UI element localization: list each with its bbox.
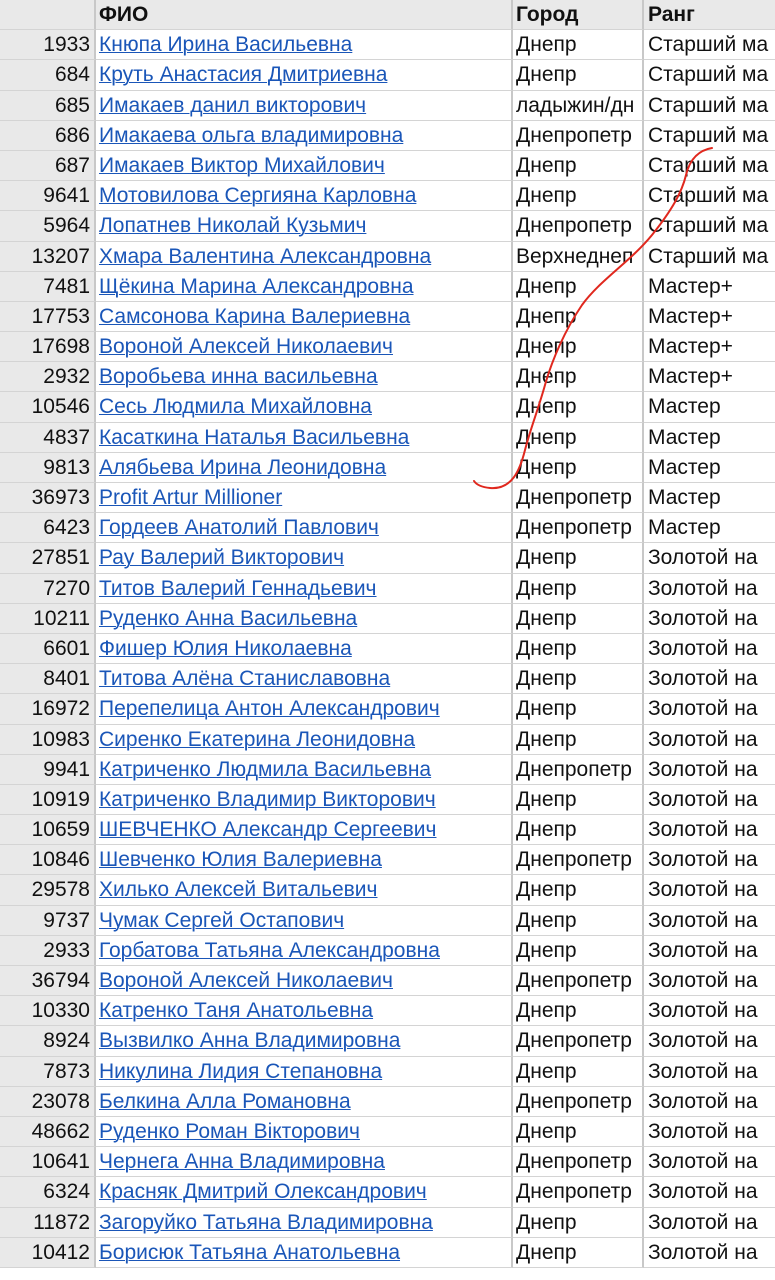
city-cell[interactable]: Днепр: [513, 815, 644, 845]
rank-cell[interactable]: Золотой на: [644, 875, 775, 905]
name-link[interactable]: Лопатнев Николай Кузьмич: [99, 214, 367, 238]
id-cell[interactable]: 9941: [0, 755, 96, 785]
rank-cell[interactable]: Золотой на: [644, 1177, 775, 1207]
id-cell[interactable]: 10919: [0, 785, 96, 815]
rank-cell[interactable]: Мастер+: [644, 302, 775, 332]
name-cell[interactable]: [96, 875, 513, 905]
rank-cell[interactable]: Старший ма: [644, 211, 775, 241]
rank-cell[interactable]: Золотой на: [644, 785, 775, 815]
rank-cell[interactable]: Золотой на: [644, 996, 775, 1026]
name-cell[interactable]: [96, 1238, 513, 1268]
rank-cell[interactable]: Мастер+: [644, 362, 775, 392]
id-cell[interactable]: 7270: [0, 574, 96, 604]
name-link[interactable]: Никулина Лидия Степановна: [99, 1059, 383, 1083]
name-cell[interactable]: [96, 664, 513, 694]
id-cell[interactable]: 6601: [0, 634, 96, 664]
name-link[interactable]: Имакаев данил викторович: [99, 93, 367, 117]
rank-cell[interactable]: Золотой на: [644, 1057, 775, 1087]
id-cell[interactable]: 36973: [0, 483, 96, 513]
id-cell[interactable]: 23078: [0, 1087, 96, 1117]
name-cell[interactable]: [96, 604, 513, 634]
table-row: [0, 453, 775, 483]
header-city-cell[interactable]: Город: [513, 0, 644, 30]
id-cell[interactable]: 686: [0, 121, 96, 151]
city-cell[interactable]: Днепропетр: [513, 845, 644, 875]
table-row: [0, 1057, 775, 1087]
city-cell[interactable]: Днепр: [513, 1117, 644, 1147]
rank-cell[interactable]: Золотой на: [644, 755, 775, 785]
table-row: [0, 332, 775, 362]
rank-cell[interactable]: Золотой на: [644, 634, 775, 664]
city-cell[interactable]: Днепр: [513, 272, 644, 302]
name-link[interactable]: Вороной Алексей Николаевич: [99, 969, 393, 992]
table-row: [0, 875, 775, 905]
name-cell[interactable]: [96, 1147, 513, 1177]
city-cell[interactable]: Днепропетр: [513, 211, 644, 241]
table-row: [0, 574, 775, 604]
name-link[interactable]: Катриченко Людмила Васильевна: [99, 757, 432, 781]
rank-cell[interactable]: Мастер: [644, 483, 775, 513]
table-row: [0, 936, 775, 966]
name-link[interactable]: Щёкина Марина Александровна: [99, 274, 414, 298]
name-link[interactable]: Рау Валерий Викторович: [99, 546, 345, 570]
table-row: [0, 423, 775, 453]
id-cell[interactable]: 687: [0, 151, 96, 181]
name-cell[interactable]: [96, 181, 513, 211]
city-cell[interactable]: Днепр: [513, 181, 644, 211]
rank-cell[interactable]: Мастер: [644, 513, 775, 543]
name-link[interactable]: Руденко Роман Вікторович: [99, 1119, 360, 1143]
name-link[interactable]: Воробьева инна васильевна: [99, 365, 378, 389]
name-cell[interactable]: [96, 423, 513, 453]
name-link[interactable]: Сесь Людмила Михайловна: [99, 395, 372, 419]
name-link[interactable]: Сиренко Екатерина Леонидовна: [99, 727, 416, 751]
table-row: [0, 725, 775, 755]
id-cell[interactable]: 2933: [0, 936, 96, 966]
city-cell[interactable]: Днепропетр: [513, 755, 644, 785]
name-cell[interactable]: [96, 1177, 513, 1207]
header-id-cell[interactable]: [0, 0, 96, 30]
city-cell[interactable]: Днепропетр: [513, 1026, 644, 1056]
name-cell[interactable]: [96, 272, 513, 302]
name-cell[interactable]: [96, 1026, 513, 1056]
id-cell[interactable]: 17698: [0, 332, 96, 362]
rank-cell[interactable]: Мастер+: [644, 332, 775, 362]
name-cell[interactable]: [96, 966, 513, 996]
id-cell[interactable]: 685: [0, 91, 96, 121]
name-link[interactable]: Мотовилова Сергияна Карловна: [99, 184, 417, 208]
id-cell[interactable]: 10330: [0, 996, 96, 1026]
city-cell[interactable]: Днепр: [513, 1208, 644, 1238]
rank-cell[interactable]: Старший ма: [644, 91, 775, 121]
name-link[interactable]: Имакаев Виктор Михайлович: [99, 153, 385, 177]
id-cell[interactable]: 7873: [0, 1057, 96, 1087]
name-link[interactable]: Катренко Таня Анатольевна: [99, 999, 374, 1023]
table-row: [0, 1087, 775, 1117]
name-cell[interactable]: [96, 543, 513, 573]
name-cell[interactable]: [96, 725, 513, 755]
id-cell[interactable]: 684: [0, 60, 96, 90]
name-link[interactable]: Кнюпа Ирина Васильевна: [99, 33, 353, 57]
name-link[interactable]: Титова Алёна Станиславовна: [99, 667, 391, 691]
name-link[interactable]: Шевченко Юлия Валериевна: [99, 848, 382, 872]
table-row: [0, 785, 775, 815]
name-cell[interactable]: [96, 1087, 513, 1117]
city-cell[interactable]: Днепр: [513, 30, 644, 60]
rank-cell[interactable]: Мастер+: [644, 272, 775, 302]
table-row: [0, 362, 775, 392]
name-cell[interactable]: [96, 453, 513, 483]
id-cell[interactable]: 9737: [0, 906, 96, 936]
city-cell[interactable]: Днепр: [513, 996, 644, 1026]
name-link[interactable]: Хмара Валентина Александровна: [99, 244, 432, 268]
header-row: [0, 0, 775, 30]
table-row: [0, 604, 775, 634]
id-cell[interactable]: 2932: [0, 362, 96, 392]
name-link[interactable]: Борисюк Татьяна Анатольевна: [99, 1240, 401, 1264]
table-row: [0, 151, 775, 181]
table-row: [0, 60, 775, 90]
name-cell[interactable]: [96, 242, 513, 272]
name-cell[interactable]: [96, 1208, 513, 1238]
rank-cell[interactable]: Мастер: [644, 392, 775, 422]
city-cell[interactable]: Днепропетр: [513, 1087, 644, 1117]
rank-cell[interactable]: Золотой на: [644, 1117, 775, 1147]
table-row: [0, 755, 775, 785]
id-cell[interactable]: 10211: [0, 604, 96, 634]
rank-cell[interactable]: Мастер: [644, 453, 775, 483]
name-link[interactable]: Загоруйко Татьяна Владимировна: [99, 1210, 433, 1234]
name-cell[interactable]: [96, 1057, 513, 1087]
name-link[interactable]: Чумак Сергей Остапович: [99, 908, 345, 932]
rank-cell[interactable]: Золотой на: [644, 966, 775, 996]
rank-cell[interactable]: Золотой на: [644, 604, 775, 634]
name-link[interactable]: Вороной Алексей Николаевич: [99, 335, 393, 359]
city-cell[interactable]: Днепр: [513, 875, 644, 905]
name-cell[interactable]: [96, 392, 513, 422]
name-cell[interactable]: [96, 483, 513, 513]
rank-cell[interactable]: Золотой на: [644, 1147, 775, 1177]
id-cell[interactable]: 16972: [0, 694, 96, 724]
city-cell[interactable]: Днепр: [513, 634, 644, 664]
rank-cell[interactable]: Золотой на: [644, 1238, 775, 1268]
name-link[interactable]: Красняк Дмитрий Олександрович: [99, 1180, 427, 1204]
city-cell[interactable]: Верхнеднеп: [513, 242, 644, 272]
table-row: [0, 302, 775, 332]
rank-cell[interactable]: Золотой на: [644, 936, 775, 966]
name-cell[interactable]: [96, 211, 513, 241]
city-cell[interactable]: Днепр: [513, 725, 644, 755]
rank-cell[interactable]: Старший ма: [644, 151, 775, 181]
table-row: [0, 181, 775, 211]
city-cell[interactable]: Днепр: [513, 302, 644, 332]
name-link[interactable]: Самсонова Карина Валериевна: [99, 304, 411, 328]
id-cell[interactable]: 10412: [0, 1238, 96, 1268]
name-cell[interactable]: [96, 815, 513, 845]
name-link[interactable]: Чернега Анна Владимировна: [99, 1150, 385, 1174]
name-link[interactable]: ШЕВЧЕНКО Александр Сергеевич: [99, 818, 437, 842]
name-link[interactable]: Гордеев Анатолий Павлович: [99, 516, 379, 540]
table-row: [0, 1238, 775, 1268]
name-link[interactable]: Катриченко Владимир Викторович: [99, 787, 436, 811]
name-cell[interactable]: [96, 30, 513, 60]
id-cell[interactable]: 10641: [0, 1147, 96, 1177]
name-link[interactable]: Белкина Алла Романовна: [99, 1089, 351, 1113]
city-cell[interactable]: Днепр: [513, 906, 644, 936]
rank-cell[interactable]: Золотой на: [644, 1026, 775, 1056]
id-cell[interactable]: 13207: [0, 242, 96, 272]
table-row: [0, 815, 775, 845]
table-row: [0, 906, 775, 936]
table-row: [0, 121, 775, 151]
id-cell[interactable]: 1933: [0, 30, 96, 60]
id-cell[interactable]: 9813: [0, 453, 96, 483]
table-row: [0, 996, 775, 1026]
city-cell[interactable]: Днепр: [513, 423, 644, 453]
city-cell[interactable]: Днепропетр: [513, 483, 644, 513]
id-cell[interactable]: 6324: [0, 1177, 96, 1207]
name-cell[interactable]: [96, 60, 513, 90]
rank-cell[interactable]: Старший ма: [644, 242, 775, 272]
city-cell[interactable]: Днепропетр: [513, 966, 644, 996]
name-link[interactable]: Перепелица Антон Александрович: [99, 697, 440, 721]
id-cell[interactable]: 9641: [0, 181, 96, 211]
rank-cell[interactable]: Старший ма: [644, 60, 775, 90]
city-cell[interactable]: Днепропетр: [513, 513, 644, 543]
id-cell[interactable]: 10546: [0, 392, 96, 422]
rank-cell[interactable]: Золотой на: [644, 1208, 775, 1238]
name-link[interactable]: Вызвилко Анна Владимировна: [99, 1029, 401, 1053]
city-cell[interactable]: Днепропетр: [513, 121, 644, 151]
id-cell[interactable]: 7481: [0, 272, 96, 302]
name-link[interactable]: Касаткина Наталья Васильевна: [99, 425, 410, 449]
id-cell[interactable]: 8924: [0, 1026, 96, 1056]
id-cell[interactable]: 10983: [0, 725, 96, 755]
table-row: [0, 30, 775, 60]
name-link[interactable]: Горбатова Татьяна Александровна: [99, 938, 440, 962]
table-row: [0, 664, 775, 694]
city-cell[interactable]: Днепр: [513, 604, 644, 634]
id-cell[interactable]: 27851: [0, 543, 96, 573]
name-cell[interactable]: [96, 513, 513, 543]
table-row: [0, 966, 775, 996]
table-row: [0, 694, 775, 724]
rank-cell[interactable]: Золотой на: [644, 664, 775, 694]
name-cell[interactable]: [96, 996, 513, 1026]
rank-cell[interactable]: Золотой на: [644, 694, 775, 724]
table-row: [0, 392, 775, 422]
name-link[interactable]: Хилько Алексей Витальевич: [99, 878, 378, 902]
name-cell[interactable]: [96, 634, 513, 664]
id-cell[interactable]: 10846: [0, 845, 96, 875]
city-cell[interactable]: Днепропетр: [513, 1177, 644, 1207]
city-cell[interactable]: Днепр: [513, 936, 644, 966]
name-cell[interactable]: [96, 362, 513, 392]
table-row: [0, 634, 775, 664]
table-row: [0, 483, 775, 513]
header-name-cell[interactable]: ФИО: [96, 0, 513, 30]
id-cell[interactable]: 36794: [0, 966, 96, 996]
city-cell[interactable]: Днепр: [513, 664, 644, 694]
name-cell[interactable]: [96, 574, 513, 604]
id-cell[interactable]: 6423: [0, 513, 96, 543]
name-link[interactable]: Profit Artur Millioner: [99, 486, 283, 509]
name-cell[interactable]: [96, 936, 513, 966]
name-cell[interactable]: [96, 1117, 513, 1147]
id-cell[interactable]: 8401: [0, 664, 96, 694]
id-cell[interactable]: 10659: [0, 815, 96, 845]
rank-cell[interactable]: Золотой на: [644, 543, 775, 573]
city-cell[interactable]: Днепр: [513, 1057, 644, 1087]
name-cell[interactable]: [96, 151, 513, 181]
name-link[interactable]: Руденко Анна Васильевна: [99, 606, 358, 630]
rank-cell[interactable]: Мастер: [644, 423, 775, 453]
id-cell[interactable]: 48662: [0, 1117, 96, 1147]
table-row: [0, 1026, 775, 1056]
name-cell[interactable]: [96, 332, 513, 362]
name-link[interactable]: Круть Анастасия Дмитриевна: [99, 63, 388, 87]
rank-cell[interactable]: Золотой на: [644, 906, 775, 936]
name-cell[interactable]: [96, 121, 513, 151]
id-cell[interactable]: 11872: [0, 1208, 96, 1238]
name-link[interactable]: Алябьева Ирина Леонидовна: [99, 455, 387, 479]
table-body: [0, 30, 775, 1268]
city-cell[interactable]: Днепропетр: [513, 1147, 644, 1177]
city-cell[interactable]: Днепр: [513, 1238, 644, 1268]
name-cell[interactable]: [96, 785, 513, 815]
name-cell[interactable]: [96, 845, 513, 875]
table-row: [0, 513, 775, 543]
name-link[interactable]: Имакаева ольга владимировна: [99, 123, 404, 147]
city-cell[interactable]: Днепр: [513, 392, 644, 422]
header-rank-cell[interactable]: Ранг: [644, 0, 775, 30]
city-cell[interactable]: ладыжин/дн: [513, 91, 644, 121]
city-cell[interactable]: Днепр: [513, 362, 644, 392]
city-cell[interactable]: Днепр: [513, 453, 644, 483]
city-cell[interactable]: Днепр: [513, 60, 644, 90]
table-row: [0, 242, 775, 272]
city-cell[interactable]: Днепр: [513, 574, 644, 604]
name-cell[interactable]: [96, 755, 513, 785]
city-cell[interactable]: Днепр: [513, 694, 644, 724]
city-cell[interactable]: Днепр: [513, 332, 644, 362]
table-row: [0, 1177, 775, 1207]
name-cell[interactable]: [96, 694, 513, 724]
table-row: [0, 272, 775, 302]
name-link[interactable]: Фишер Юлия Николаевна: [99, 636, 352, 660]
id-cell[interactable]: 29578: [0, 875, 96, 905]
rank-cell[interactable]: Старший ма: [644, 181, 775, 211]
city-cell[interactable]: Днепр: [513, 543, 644, 573]
rank-cell[interactable]: Золотой на: [644, 1087, 775, 1117]
name-cell[interactable]: [96, 91, 513, 121]
table-row: [0, 1117, 775, 1147]
rank-cell[interactable]: Старший ма: [644, 121, 775, 151]
id-cell[interactable]: 4837: [0, 423, 96, 453]
city-cell[interactable]: Днепр: [513, 151, 644, 181]
rank-cell[interactable]: Старший ма: [644, 30, 775, 60]
rank-cell[interactable]: Золотой на: [644, 845, 775, 875]
table-row: [0, 1208, 775, 1238]
rank-cell[interactable]: Золотой на: [644, 725, 775, 755]
name-cell[interactable]: [96, 302, 513, 332]
id-cell[interactable]: 17753: [0, 302, 96, 332]
table-row: [0, 543, 775, 573]
rank-cell[interactable]: Золотой на: [644, 815, 775, 845]
city-cell[interactable]: Днепр: [513, 785, 644, 815]
rank-cell[interactable]: Золотой на: [644, 574, 775, 604]
table-row: [0, 211, 775, 241]
id-cell[interactable]: 5964: [0, 211, 96, 241]
name-link[interactable]: Титов Валерий Геннадьевич: [99, 576, 377, 600]
table-row: [0, 845, 775, 875]
table-row: [0, 91, 775, 121]
table-row: [0, 1147, 775, 1177]
name-cell[interactable]: [96, 906, 513, 936]
